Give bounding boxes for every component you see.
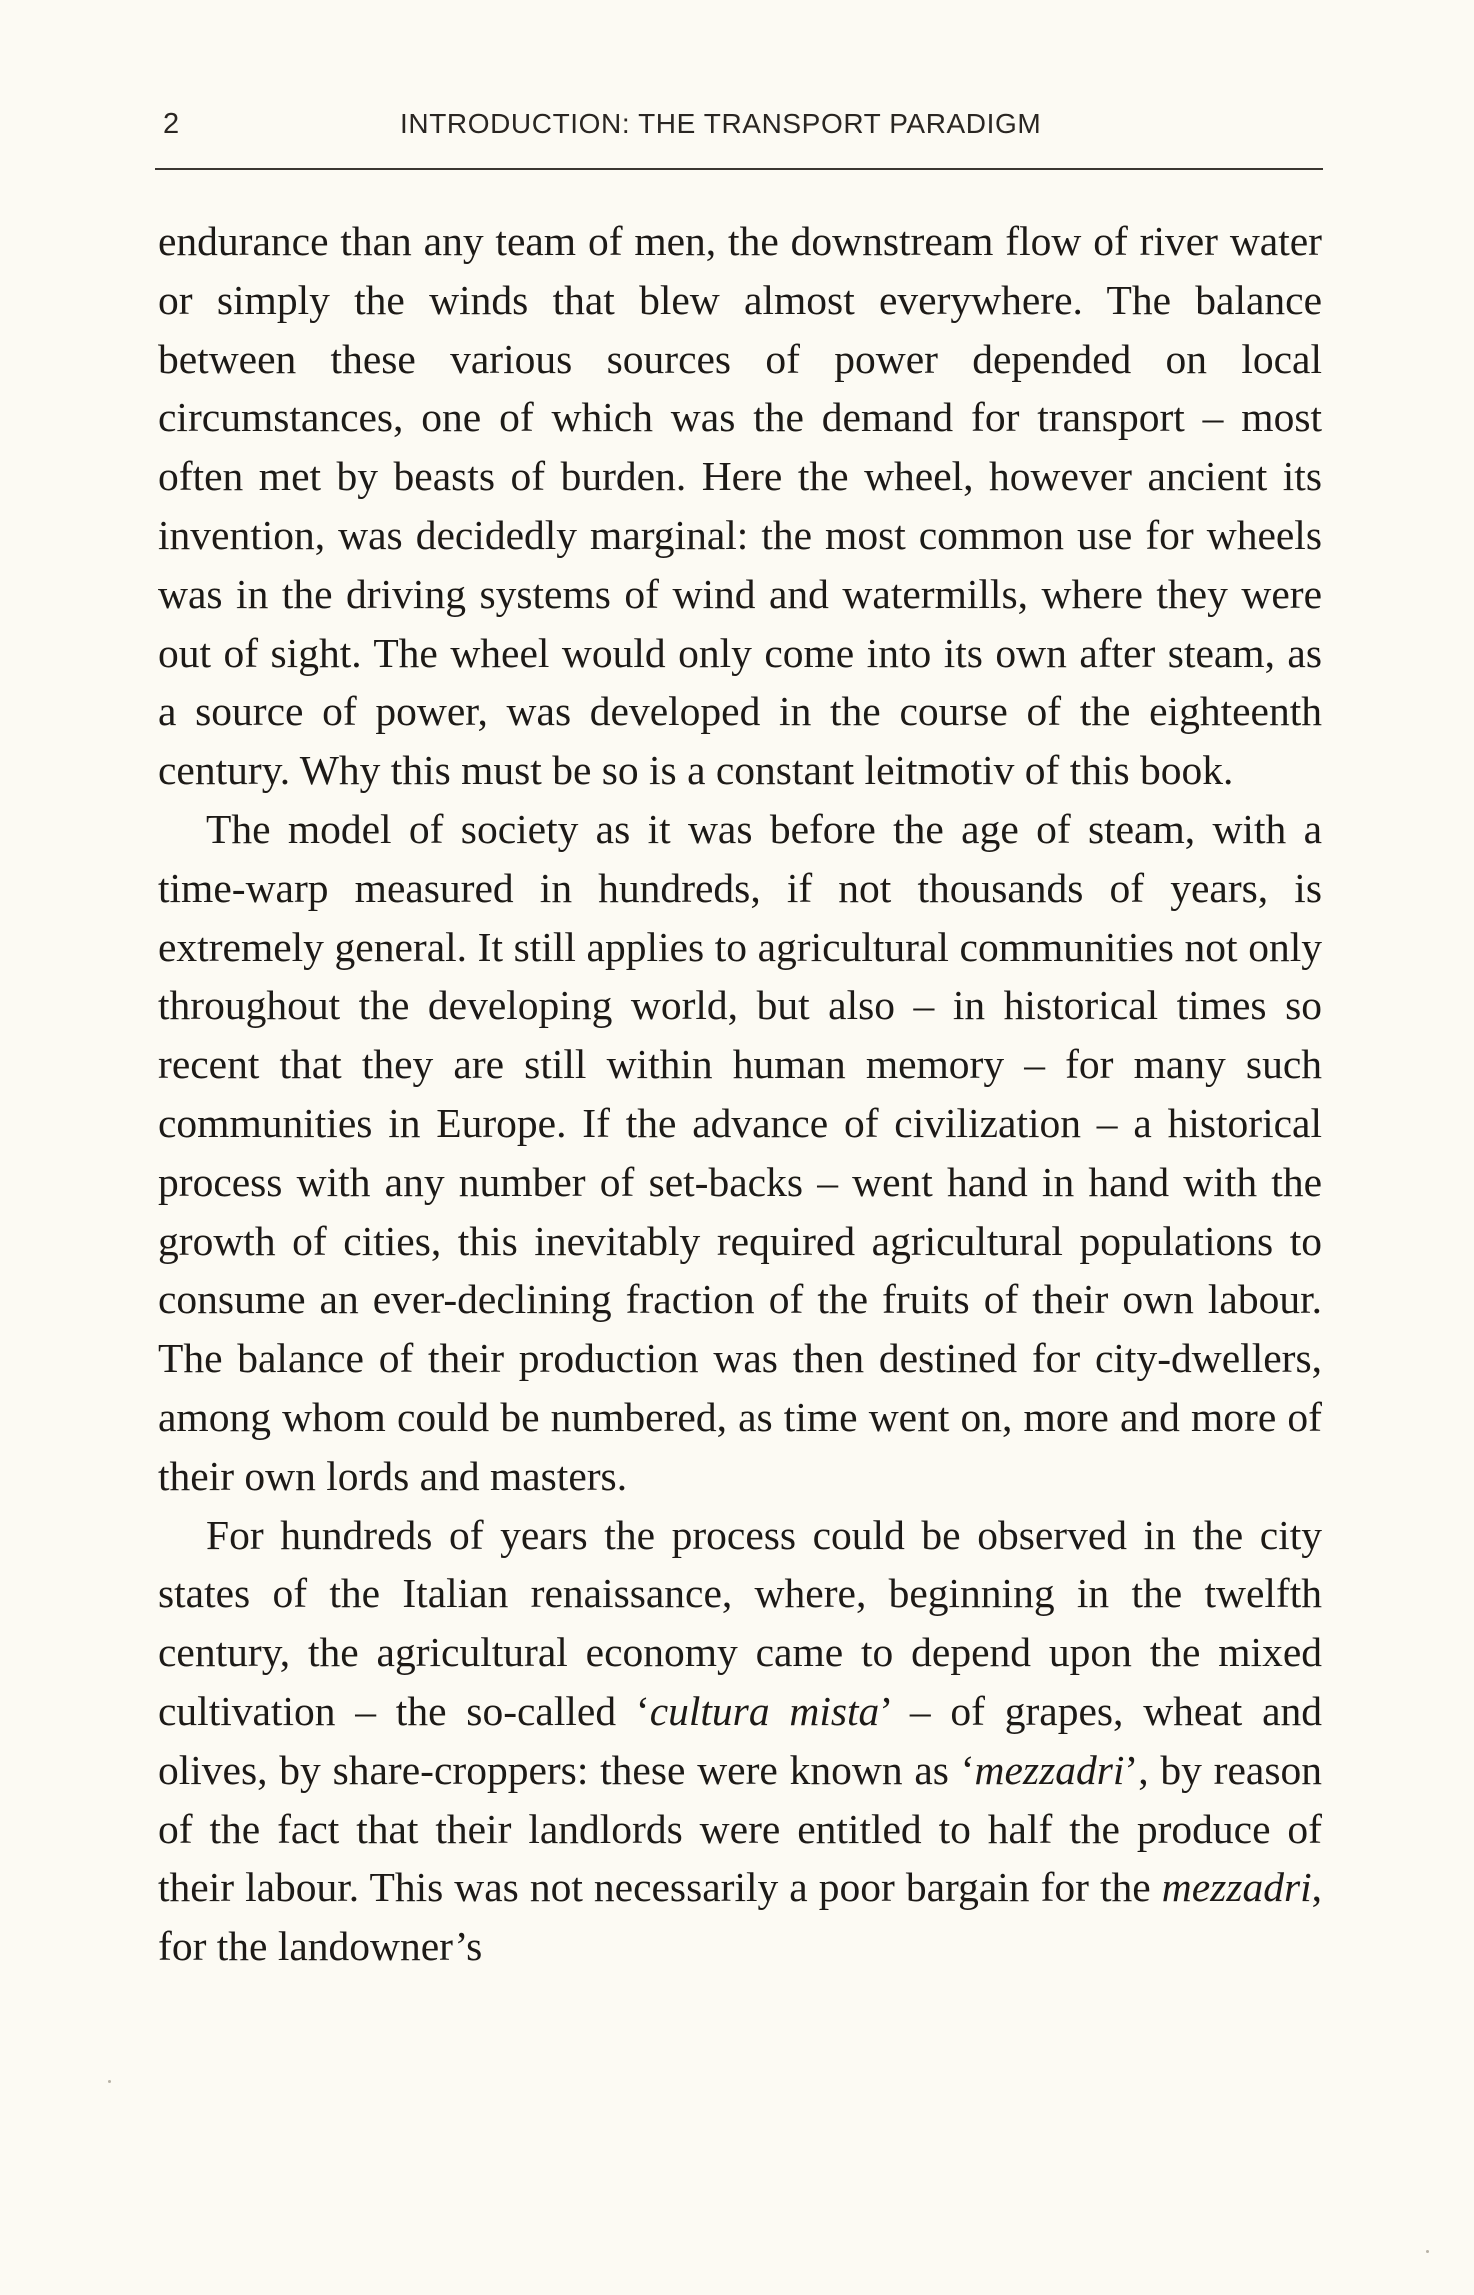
running-header — [160, 108, 1320, 158]
paragraph-1 — [158, 212, 1322, 800]
text-segment: endurance than any team of men, the downstream flow of river water or simply the winds that blew almost everywhere. The balance between these various sources of power depended on local circumstances, one of which was the demand for transport – most often met by beasts of burden. Here the wheel, however ancient its invention, was decidedly marginal: the most common use for wheels was in the driving systems of wind and watermills, where they were out of sight. The wheel would only come into its own after steam, as a source of power, was developed in the course of the eighteenth century. Why this must be so is a constant leitmotiv of this book. — [158, 218, 1322, 794]
paper-speck — [108, 2080, 111, 2083]
paragraph-3 — [158, 1506, 1322, 1976]
text-segment: ’ – of grapes, wheat and olives, by share-croppers: these were known as ‘ — [158, 1687, 1322, 1793]
italic-term: mezzadri — [1161, 1864, 1312, 1911]
italic-term: cultura mista — [649, 1687, 880, 1734]
body-text — [158, 212, 1322, 1976]
header-rule — [155, 168, 1323, 170]
text-segment: , for the landowner’s — [158, 1864, 1322, 1970]
text-segment: The model of society as it was before the age of steam, with a time-warp measured in hundreds, if not thousands of years, is extremely general. It still applies to agricultural communities not only throughout the developing world, but also – in historical times so recent that they are still within human memory – for many such communities in Europe. If the advance of civilization – a historical process with any number of set-backs – went hand in hand with the growth of cities, this inevitably required agricultural populations to consume an ever-declining fraction of the fruits of their own labour. The balance of their production was then destined for city-dwellers, among whom could be numbered, as time went on, more and more of their own lords and masters. — [158, 805, 1322, 1499]
italic-term: mezzadri — [974, 1746, 1125, 1793]
page-number: 2 — [163, 108, 180, 140]
running-title: INTRODUCTION: THE TRANSPORT PARADIGM — [400, 108, 1042, 139]
paragraph-2 — [158, 800, 1322, 1506]
paper-speck — [1426, 2250, 1429, 2253]
text-segment: For hundreds of years the process could be observed in the city states of the Italian renaissance, where, beginning in the twelfth century, the agricultural economy came to depend upon the mixed cultivation – the so-called ‘ — [158, 1511, 1322, 1734]
text-segment: ’, by reason of the fact that their landlords were entitled to half the produce of their labour. This was not necessarily a poor bargain for the — [158, 1746, 1322, 1911]
